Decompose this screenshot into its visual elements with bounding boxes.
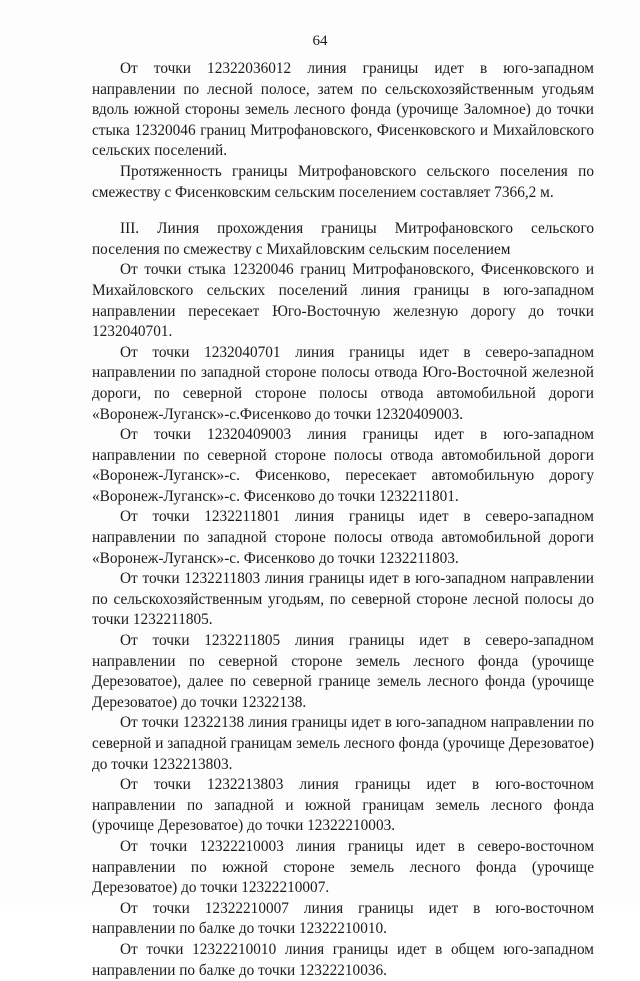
paragraph-3: От точки стыка 12320046 границ Митрофановского, Фисенковского и Михайловского сельских поселений линия границы в юго-западном направлении пересекает Юго-Восточную железную дорогу до точки 1232040701. xyxy=(92,261,594,341)
section-heading: III. Линия прохождения границы Митрофановского сельского поселения по смежеству с Михайловским сельским поселением xyxy=(92,220,594,258)
paragraph-13: От точки 12322210010 линия границы идет в общем юго-западном направлении по балке до точки 12322210036. xyxy=(92,940,594,979)
paragraph-10: От точки 1232213803 линия границы идет в юго-восточном направлении по западной и южной границам земель лесного фонда (урочище Дерезоватое) до точки 12322210003. xyxy=(92,776,594,835)
paragraph-9: От точки 12322138 линия границы идет в юго-западном направлении по северной и западной границам земель лесного фонда (урочище Дерезоватое) до точки 1232213803. xyxy=(92,714,594,773)
paragraph-2: Протяженность границы Митрофановского сельского поселения по смежеству с Фисенковским сельским поселением составляет 7366,2 м. xyxy=(92,162,594,201)
paragraph-8: От точки 1232211805 линия границы идет в северо-западном направлении по северной стороне земель лесного фонда (урочище Дерезоватое), далее по северной границе земель лесного фонда (урочище Дерезоватое) до точки 12322138. xyxy=(92,632,594,711)
section-spacer xyxy=(92,203,594,219)
paragraph-12: От точки 12322210007 линия границы идет в юго-восточном направлении по балке до точки 12322210010. xyxy=(92,899,594,938)
document-body xyxy=(92,59,594,981)
paragraph-1: От точки 12322036012 линия границы идет в юго-западном направлении по лесной полосе, затем по сельскохозяйственным угодьям вдоль южной стороны земель лесного фонда (урочище Заломное) до точки стыка 12320046 границ Митрофановского, Фисенковского и Михайловского сельских поселений. xyxy=(92,60,594,160)
paragraph-4: От точки 1232040701 линия границы идет в северо-западном направлении по западной стороне полосы отвода Юго-Восточной железной дороги, по северной стороне полосы отвода автомобильной дороги «Воронеж-Луганск»-с.Фисенково до точки 12320409003. xyxy=(92,343,594,423)
page-number: 64 xyxy=(312,33,328,49)
paragraph-7: От точки 1232211803 линия границы идет в юго-западном направлении по сельскохозяйственным угодьям, по северной стороне лесной полосы до точки 1232211805. xyxy=(92,570,594,629)
paragraph-5: От точки 12320409003 линия границы идет в юго-западном направлении по северной стороне полосы отвода автомобильной дороги «Воронеж-Луганск»-с. Фисенково, пересекает автомобильную дорогу «Воронеж-Луганск»-с. Фисенково до точки 1232211801. xyxy=(92,426,594,505)
paragraph-6: От точки 1232211801 линия границы идет в северо-западном направлении по западной стороне полосы отвода автомобильной дороги «Воронеж-Луганск»-с. Фисенково до точки 1232211803. xyxy=(92,508,594,567)
paragraph-11: От точки 12322210003 линия границы идет в северо-восточном направлении по южной стороне земель лесного фонда (урочище Дерезоватое) до точки 12322210007. xyxy=(92,837,594,897)
